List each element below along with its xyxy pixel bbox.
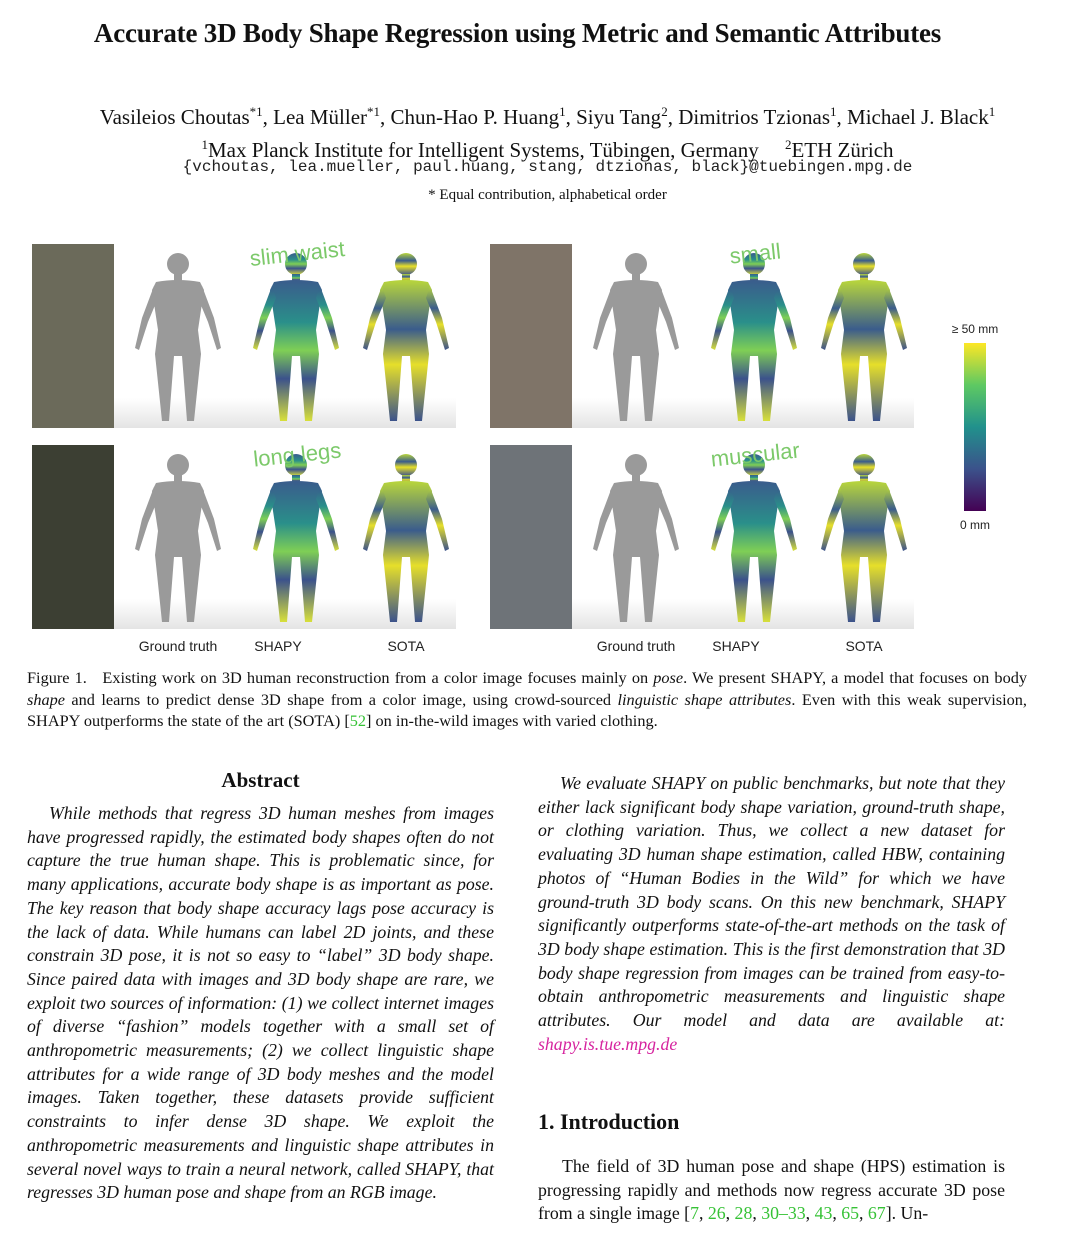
citation-link[interactable]: 28 [734, 1203, 753, 1224]
colorbar-max-label: ≥ 50 mm [951, 322, 999, 336]
person-photo [32, 445, 114, 629]
colorbar-gradient [964, 343, 986, 511]
person-photo [490, 244, 572, 428]
shape-attribute-label: muscular [709, 437, 801, 472]
colorbar [952, 322, 999, 532]
column-label: Ground truth [596, 638, 676, 654]
column-label: SHAPY [254, 638, 302, 654]
figure-panel [490, 437, 914, 629]
shape-attribute-label: slim waist [248, 236, 346, 271]
citation-link[interactable]: 67 [867, 1203, 886, 1224]
figure-panel [32, 236, 456, 428]
person-photo [32, 244, 114, 428]
figure-1 [28, 228, 1058, 660]
shape-attribute-label: small [728, 238, 783, 269]
author-block [0, 98, 1080, 164]
affiliation-list: $^1$Max Planck Institute for Intelligent Systems, Tübingen, Germany $^2$ETH Zürich [201, 137, 894, 162]
column-label: Ground truth [138, 638, 218, 654]
citation-link[interactable]: 52 [349, 711, 367, 730]
affiliation: ETH Zürich [791, 138, 894, 162]
section-heading-introduction: 1. Introduction [538, 1109, 680, 1134]
caption-label: Figure 1. [27, 668, 87, 687]
abstract-text-left: While methods that regress 3D human meshes from images have progressed rapidly, the estimated body shapes often do not capture the true human shape. This is problematic since, for many applications, accurate body shape is as important as pose. The key reason that body shape accuracy lags pose accuracy is the lack of data. While humans can label 2D joints, and these constrain 3D pose, it is not so easy to “label” 3D body shape. Since paired data with images and 3D body shape are rare, we exploit two sources of information: (1) we collect internet images of diverse “fashion” models together with a small set of anthropometric measurements; (2) we collect linguistic shape attributes for a wide range of 3D body meshes and the model images. Taken together, these datasets provide sufficient constraints to infer dense 3D shape. We exploit the anthropometric measurements and linguistic shape attributes in several novel ways to train a neural network, called SHAPY, that regresses 3D human pose and shape from an RGB image. [27, 803, 494, 1203]
column-label: SHAPY [712, 638, 760, 654]
figure-panel [32, 438, 456, 629]
citation-link[interactable]: 7 [690, 1203, 699, 1224]
paper-title: Accurate 3D Body Shape Regression using Metric and Semantic Attributes [93, 18, 942, 48]
colorbar-min-label: 0 mm [960, 518, 990, 532]
project-link[interactable]: shapy.is.tue.mpg.de [538, 1033, 678, 1054]
citation-link[interactable]: 43 [814, 1203, 833, 1224]
author-name: Dimitrios Tzionas [678, 105, 831, 129]
author-emails: {vchoutas, lea.mueller, paul.huang, stang, dtzionas, black}@tuebingen.mpg.de [182, 158, 913, 176]
affiliation: Max Planck Institute for Intelligent Systems, Tübingen, Germany [207, 138, 759, 162]
column-label: SOTA [845, 638, 883, 654]
person-photo [490, 445, 572, 629]
citation-link[interactable]: 65 [841, 1203, 860, 1224]
column-label: SOTA [387, 638, 425, 654]
author-name: Vasileios Choutas [99, 105, 250, 129]
figure-caption: Figure 1. Existing work on 3D human reconstruction from a color image focuses mainly on pose. We present SHAPY, a model that focuses on body shape and learns to predict dense 3D shape from a color image, using crowd-sourced linguistic shape attributes. Even with this weak supervision, SHAPY outperforms the state of the art (SOTA) [52] on in-the-wild images with varied clothing. [27, 668, 1027, 730]
author-name: Lea Müller [273, 105, 368, 129]
author-name: Michael J. Black [847, 105, 989, 129]
citation-link[interactable]: 26 [707, 1203, 726, 1224]
introduction-text: The field of 3D human pose and shape (HPS) estimation is progressing rapidly and methods now regress accurate 3D pose from a single image [7, 26, 28, 30–33, 43, 65, 67]. Un- [538, 1156, 1005, 1224]
citation-link[interactable]: 30–33 [761, 1203, 806, 1224]
author-name: Siyu Tang [576, 105, 662, 129]
author-list: Vasileios Choutas$^{*1}$, Lea Müller$^{*1}$, Chun-Hao P. Huang$^1$, Siyu Tang$^2$, Dimitrios Tzionas$^1$, Michael J. Black$^1$ [99, 104, 996, 129]
abstract-text-right: We evaluate SHAPY on public benchmarks, but note that they either lack significant body shape variation, ground-truth shape, or clothing variation. Thus, we collect a new dataset for evaluating 3D human shape estimation, called HBW, containing photos of “Human Bodies in the Wild” for which we have ground-truth 3D body scans. On this new benchmark, SHAPY significantly outperforms state-of-the-art methods on the task of 3D body shape estimation. This is the first demonstration that 3D body shape regression from images can be trained from easy-to-obtain anthropometric measurements and linguistic shape attributes. Our model and data are available at: shapy.is.tue.mpg.de [538, 773, 1005, 1054]
figure-panel [490, 238, 914, 428]
equal-contribution-note: * Equal contribution, alphabetical order [428, 187, 667, 203]
abstract-heading: Abstract [221, 768, 300, 792]
author-name: Chun-Hao P. Huang [390, 105, 560, 129]
shape-attribute-label: long legs [252, 437, 343, 472]
